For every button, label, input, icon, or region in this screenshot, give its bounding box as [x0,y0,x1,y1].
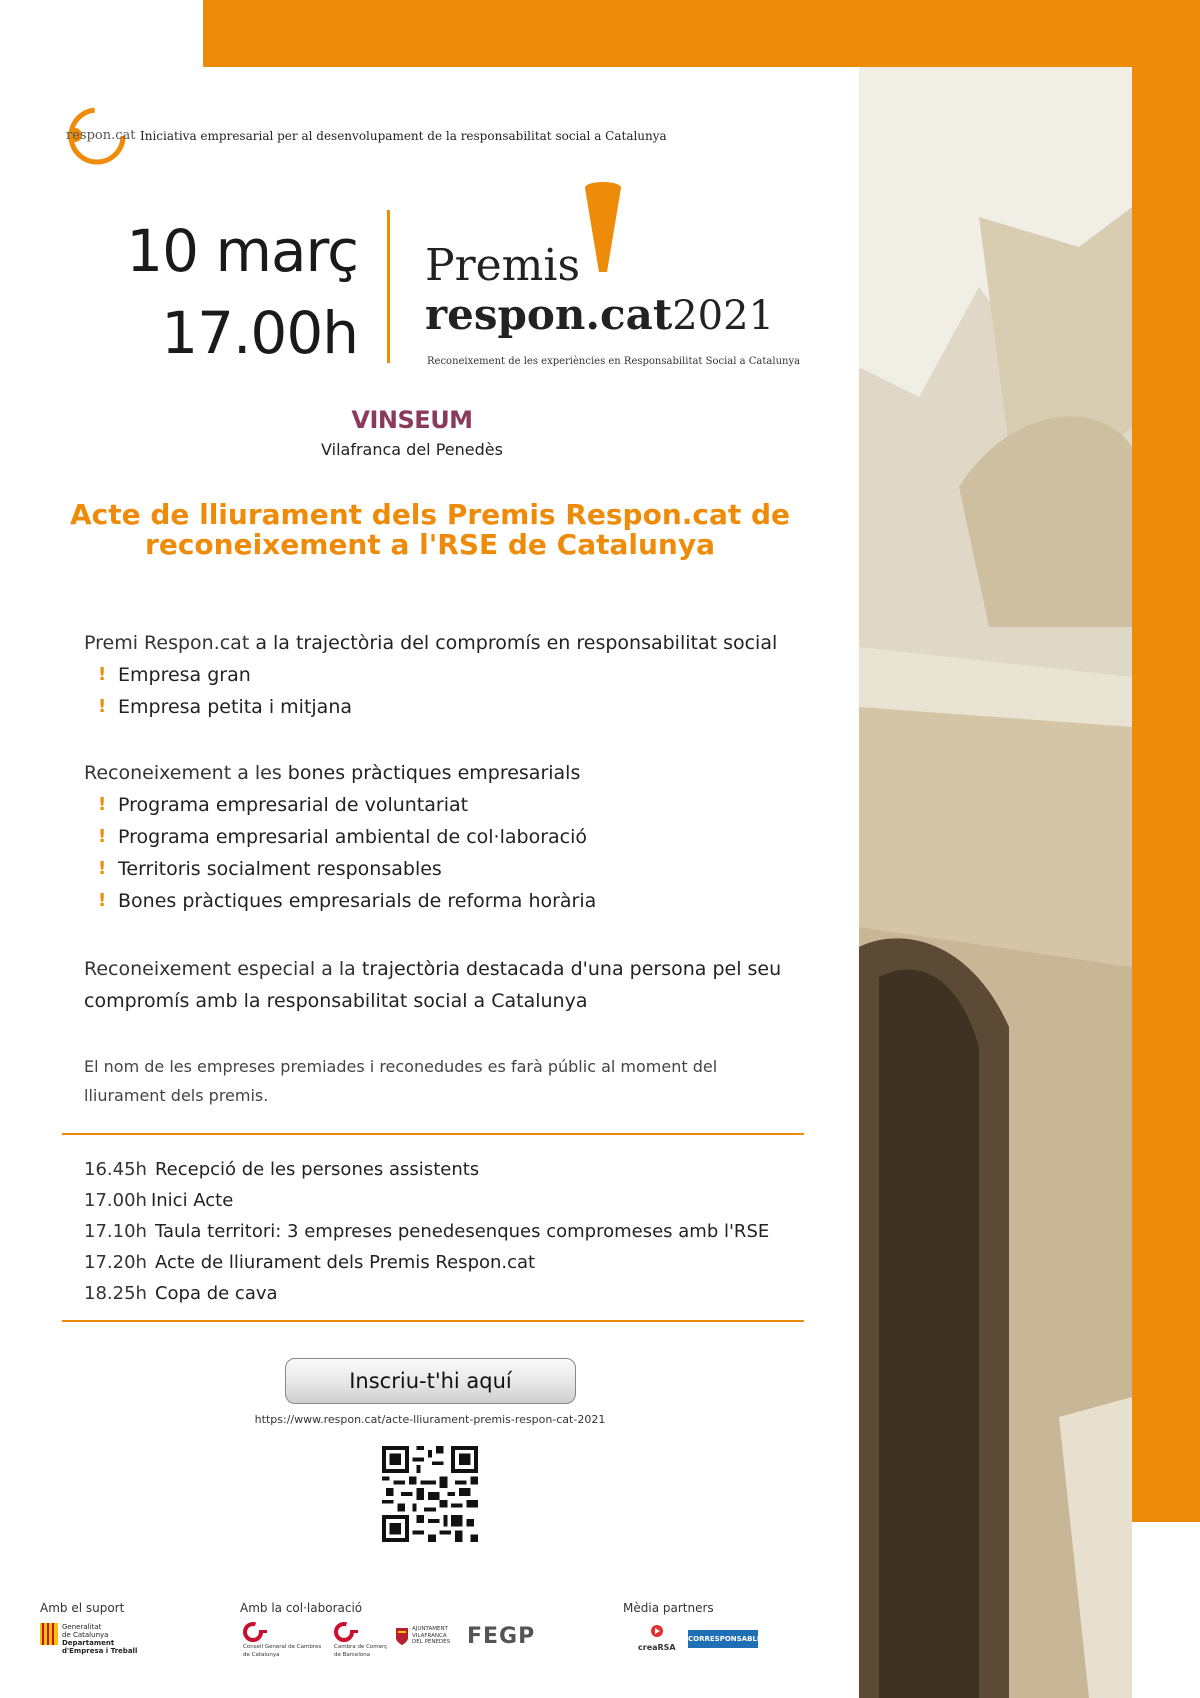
cambra-c-icon [334,1622,360,1642]
premis-brand [425,290,774,339]
consell-cambres-logo: Consell General de Cambres de Catalunya [243,1622,321,1658]
respon-logo [64,103,134,169]
cambra-c-icon [243,1622,269,1642]
section2-rest: bones pràctiques empresarials [281,762,581,784]
orange-top-band [203,0,1200,67]
premis-subtitle: Reconeixement de les experiències en Responsabilitat Social a Catalunya [427,356,801,367]
bullet-exclamation-icon: ! [98,794,107,815]
section-bones-practiques [84,757,596,917]
section1-list [84,659,777,723]
list-item: ! Programa empresarial ambiental de col·laboració [84,821,596,853]
event-datetime [100,210,358,374]
section1-lead: Premi Respon.cat [84,632,250,654]
section3-lead: Reconeixement especial a la [84,958,356,980]
section1-rest: a la trajectòria del compromís en responsabilitat social [249,632,778,654]
header [64,103,667,169]
headline: Acte de lliurament dels Premis Respon.cat de reconeixement a l'RSE de Catalunya [69,498,791,561]
list-item: ! Empresa gran [84,659,777,691]
note-text: El nom de les empreses premiades i reconedudes es farà públic al moment del lliurament dels premis. [84,1057,718,1105]
register-button[interactable]: Inscriu-t'hi aquí [285,1358,576,1404]
stone-arch-illustration [859,67,1132,1698]
agenda-row: 18.25h Copa de cava [84,1283,278,1304]
support-label: Amb el suport [40,1601,125,1615]
section-reconeixement-especial [84,953,781,1017]
list-item: ! Bones pràctiques empresarials de reforma horària [84,885,596,917]
ajuntament-logo: AJUNTAMENT VILAFRANCA DEL PENEDÈS [395,1626,450,1646]
register-url[interactable]: https://www.respon.cat/acte-lliurament-premis-respon-cat-2021 [254,1413,606,1426]
divider-bottom [62,1320,804,1322]
bullet-exclamation-icon: ! [98,696,107,717]
divider-top [62,1133,804,1135]
bullet-exclamation-icon: ! [98,890,107,911]
brand-respon: respon [425,290,586,339]
agenda-row: 17.20h Acte de lliurament dels Premis Respon.cat [84,1252,536,1273]
section-trajectoria [84,627,777,723]
orange-right-band [1132,67,1200,1522]
cambra-barcelona-logo: Cambra de Comerç de Barcelona [334,1622,387,1658]
venue-city: Vilafranca del Penedès [321,440,503,459]
gencat-logo: Generalitat de Catalunya Departament d'Empresa i Treball [40,1623,137,1655]
brand-cat: .cat [585,290,673,339]
logo-text: respon.cat [66,128,136,143]
list-item: ! Empresa petita i mitjana [84,691,777,723]
section3-rest2: compromís amb la responsabilitat social a Catalunya [84,990,588,1012]
agenda-row: 16.45h Recepció de les persones assistents [84,1159,480,1180]
section2-list [84,789,596,917]
corresponsables-logo: CORRESPONSABLES [688,1630,758,1648]
section2-lead: Reconeixement a les [84,762,282,784]
bullet-exclamation-icon: ! [98,826,107,847]
shield-icon [395,1626,409,1646]
tagline: Iniciativa empresarial per al desenvolupament de la responsabilitat social a Catalunya [140,129,667,143]
agenda [84,1154,769,1309]
agenda-row: 17.00h Inici Acte [84,1190,234,1211]
agenda-row: 17.10h Taula territori: 3 empreses penedesenques compromeses amb l'RSE [84,1221,770,1242]
title-divider [387,210,390,363]
premis-word: Premis [425,240,581,291]
media-label: Mèdia partners [623,1601,714,1615]
list-item: ! Programa empresarial de voluntariat [84,789,596,821]
list-item: ! Territoris socialment responsables [84,853,596,885]
venue-name: VINSEUM [351,406,473,434]
event-date: 10 març [126,217,358,285]
brand-year: 2021 [672,293,775,339]
senyera-icon [40,1623,58,1645]
event-time: 17.00h [161,299,358,367]
play-circle-icon [650,1624,664,1638]
bullet-exclamation-icon: ! [98,664,107,685]
section3-rest1: trajectòria destacada d'una persona pel seu [355,958,782,980]
fegp-logo: FEGP [467,1624,536,1649]
collab-label: Amb la col·laboració [240,1601,363,1615]
crearsa-logo: creaRSA [638,1624,676,1652]
venue [280,406,544,459]
bullet-exclamation-icon: ! [98,858,107,879]
qr-code-icon[interactable] [382,1446,478,1542]
background-photo [859,67,1132,1698]
